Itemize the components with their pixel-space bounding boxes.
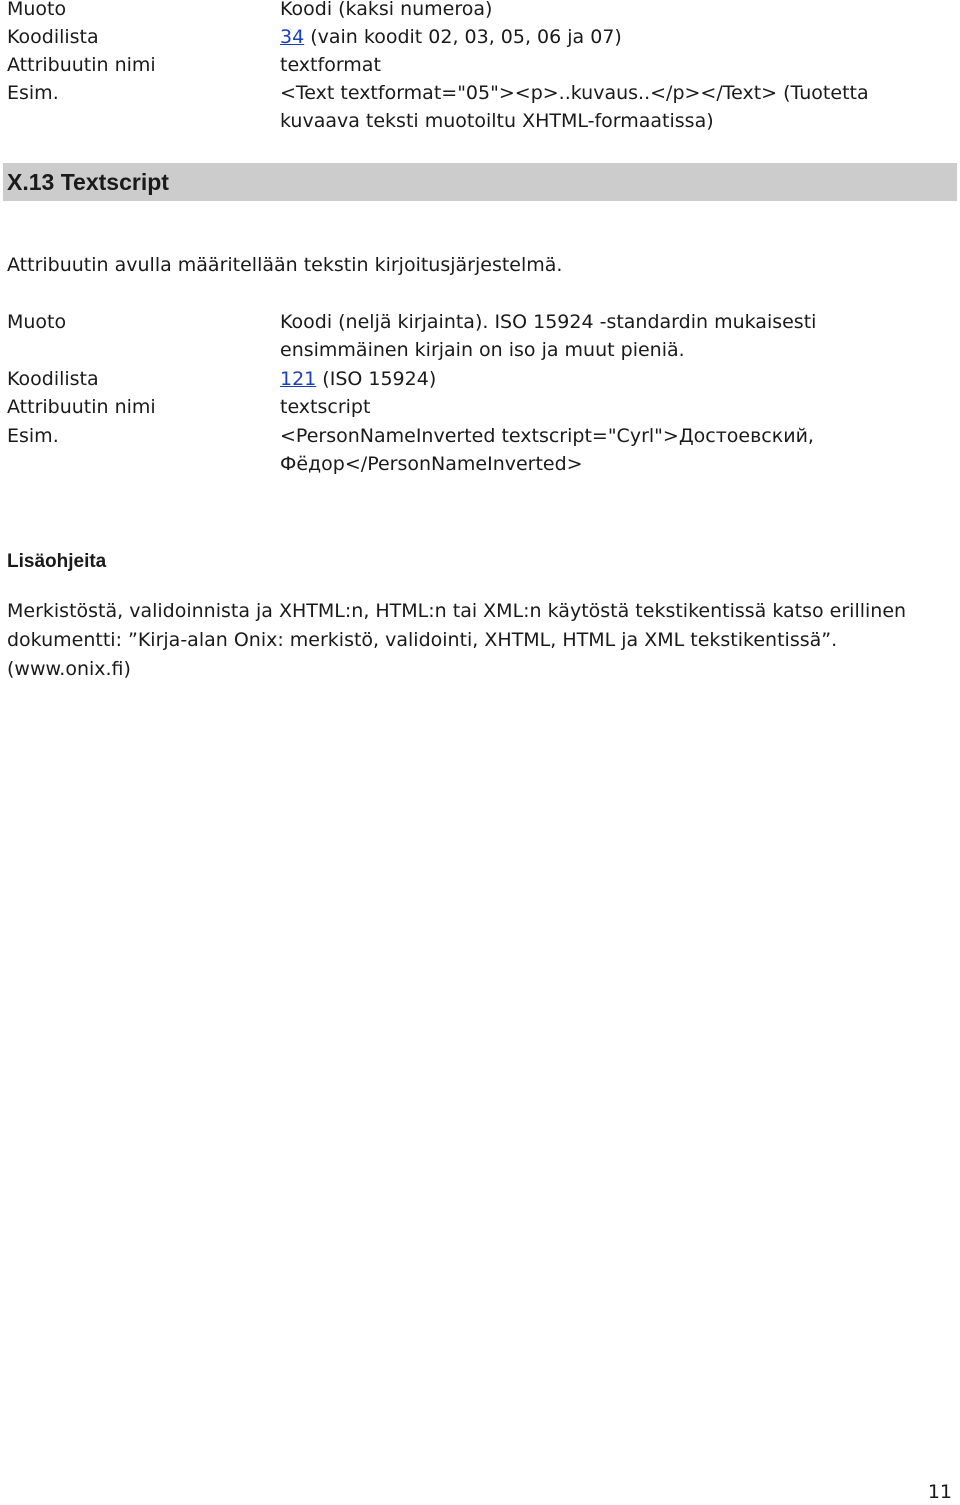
textscript-codelist-note: (ISO 15924) <box>316 368 437 390</box>
notes-heading: Lisäohjeita <box>7 551 107 572</box>
textscript-attribute-name-value: textscript <box>280 396 371 418</box>
codelist-label: Koodilista <box>7 26 99 48</box>
textscript-example-value: <PersonNameInverted textscript="Cyrl">Достоевский, Фёдор</PersonNameInverted> <box>280 425 814 475</box>
attribute-name-value: textformat <box>280 54 381 76</box>
codelist-value <box>280 23 945 51</box>
format-label: Muoto <box>7 0 67 20</box>
codelist-note: (vain koodit 02, 03, 05, 06 ja 07) <box>304 26 622 48</box>
section-description: Attribuutin avulla määritellään tekstin kirjoitusjärjestelmä. <box>7 254 563 276</box>
example-value: <Text textformat="05"><p>..kuvaus..</p></Text> (Tuotetta kuvaava teksti muotoiltu XHTML-formaatissa) <box>280 82 869 132</box>
textscript-codelist-value <box>280 365 945 393</box>
textscript-format-value: Koodi (neljä kirjainta). ISO 15924 -standardin mukaisesti ensimmäinen kirjain on iso ja muut pieniä. <box>280 311 817 361</box>
section-title: X.13 Textscript <box>7 169 169 195</box>
page-number: 11 <box>927 1481 952 1503</box>
codelist-link[interactable]: 34 <box>280 26 305 48</box>
textscript-codelist-link[interactable]: 121 <box>280 368 317 390</box>
format-value: Koodi (kaksi numeroa) <box>280 0 493 20</box>
textscript-format-label: Muoto <box>7 311 67 333</box>
section-header-bar <box>3 163 957 201</box>
notes-text: Merkistöstä, validoinnista ja XHTML:n, HTML:n tai XML:n käytöstä tekstikentissä katso erillinen dokumentti: ”Kirja-alan Onix: merkistö, validointi, XHTML, HTML ja XML tekstikentissä”. (www.onix.fi) <box>7 600 907 680</box>
textscript-example-label: Esim. <box>7 425 59 447</box>
example-label: Esim. <box>7 82 59 104</box>
textscript-codelist-label: Koodilista <box>7 368 99 390</box>
textscript-attribute-name-label: Attribuutin nimi <box>7 396 156 418</box>
attribute-name-label: Attribuutin nimi <box>7 54 156 76</box>
